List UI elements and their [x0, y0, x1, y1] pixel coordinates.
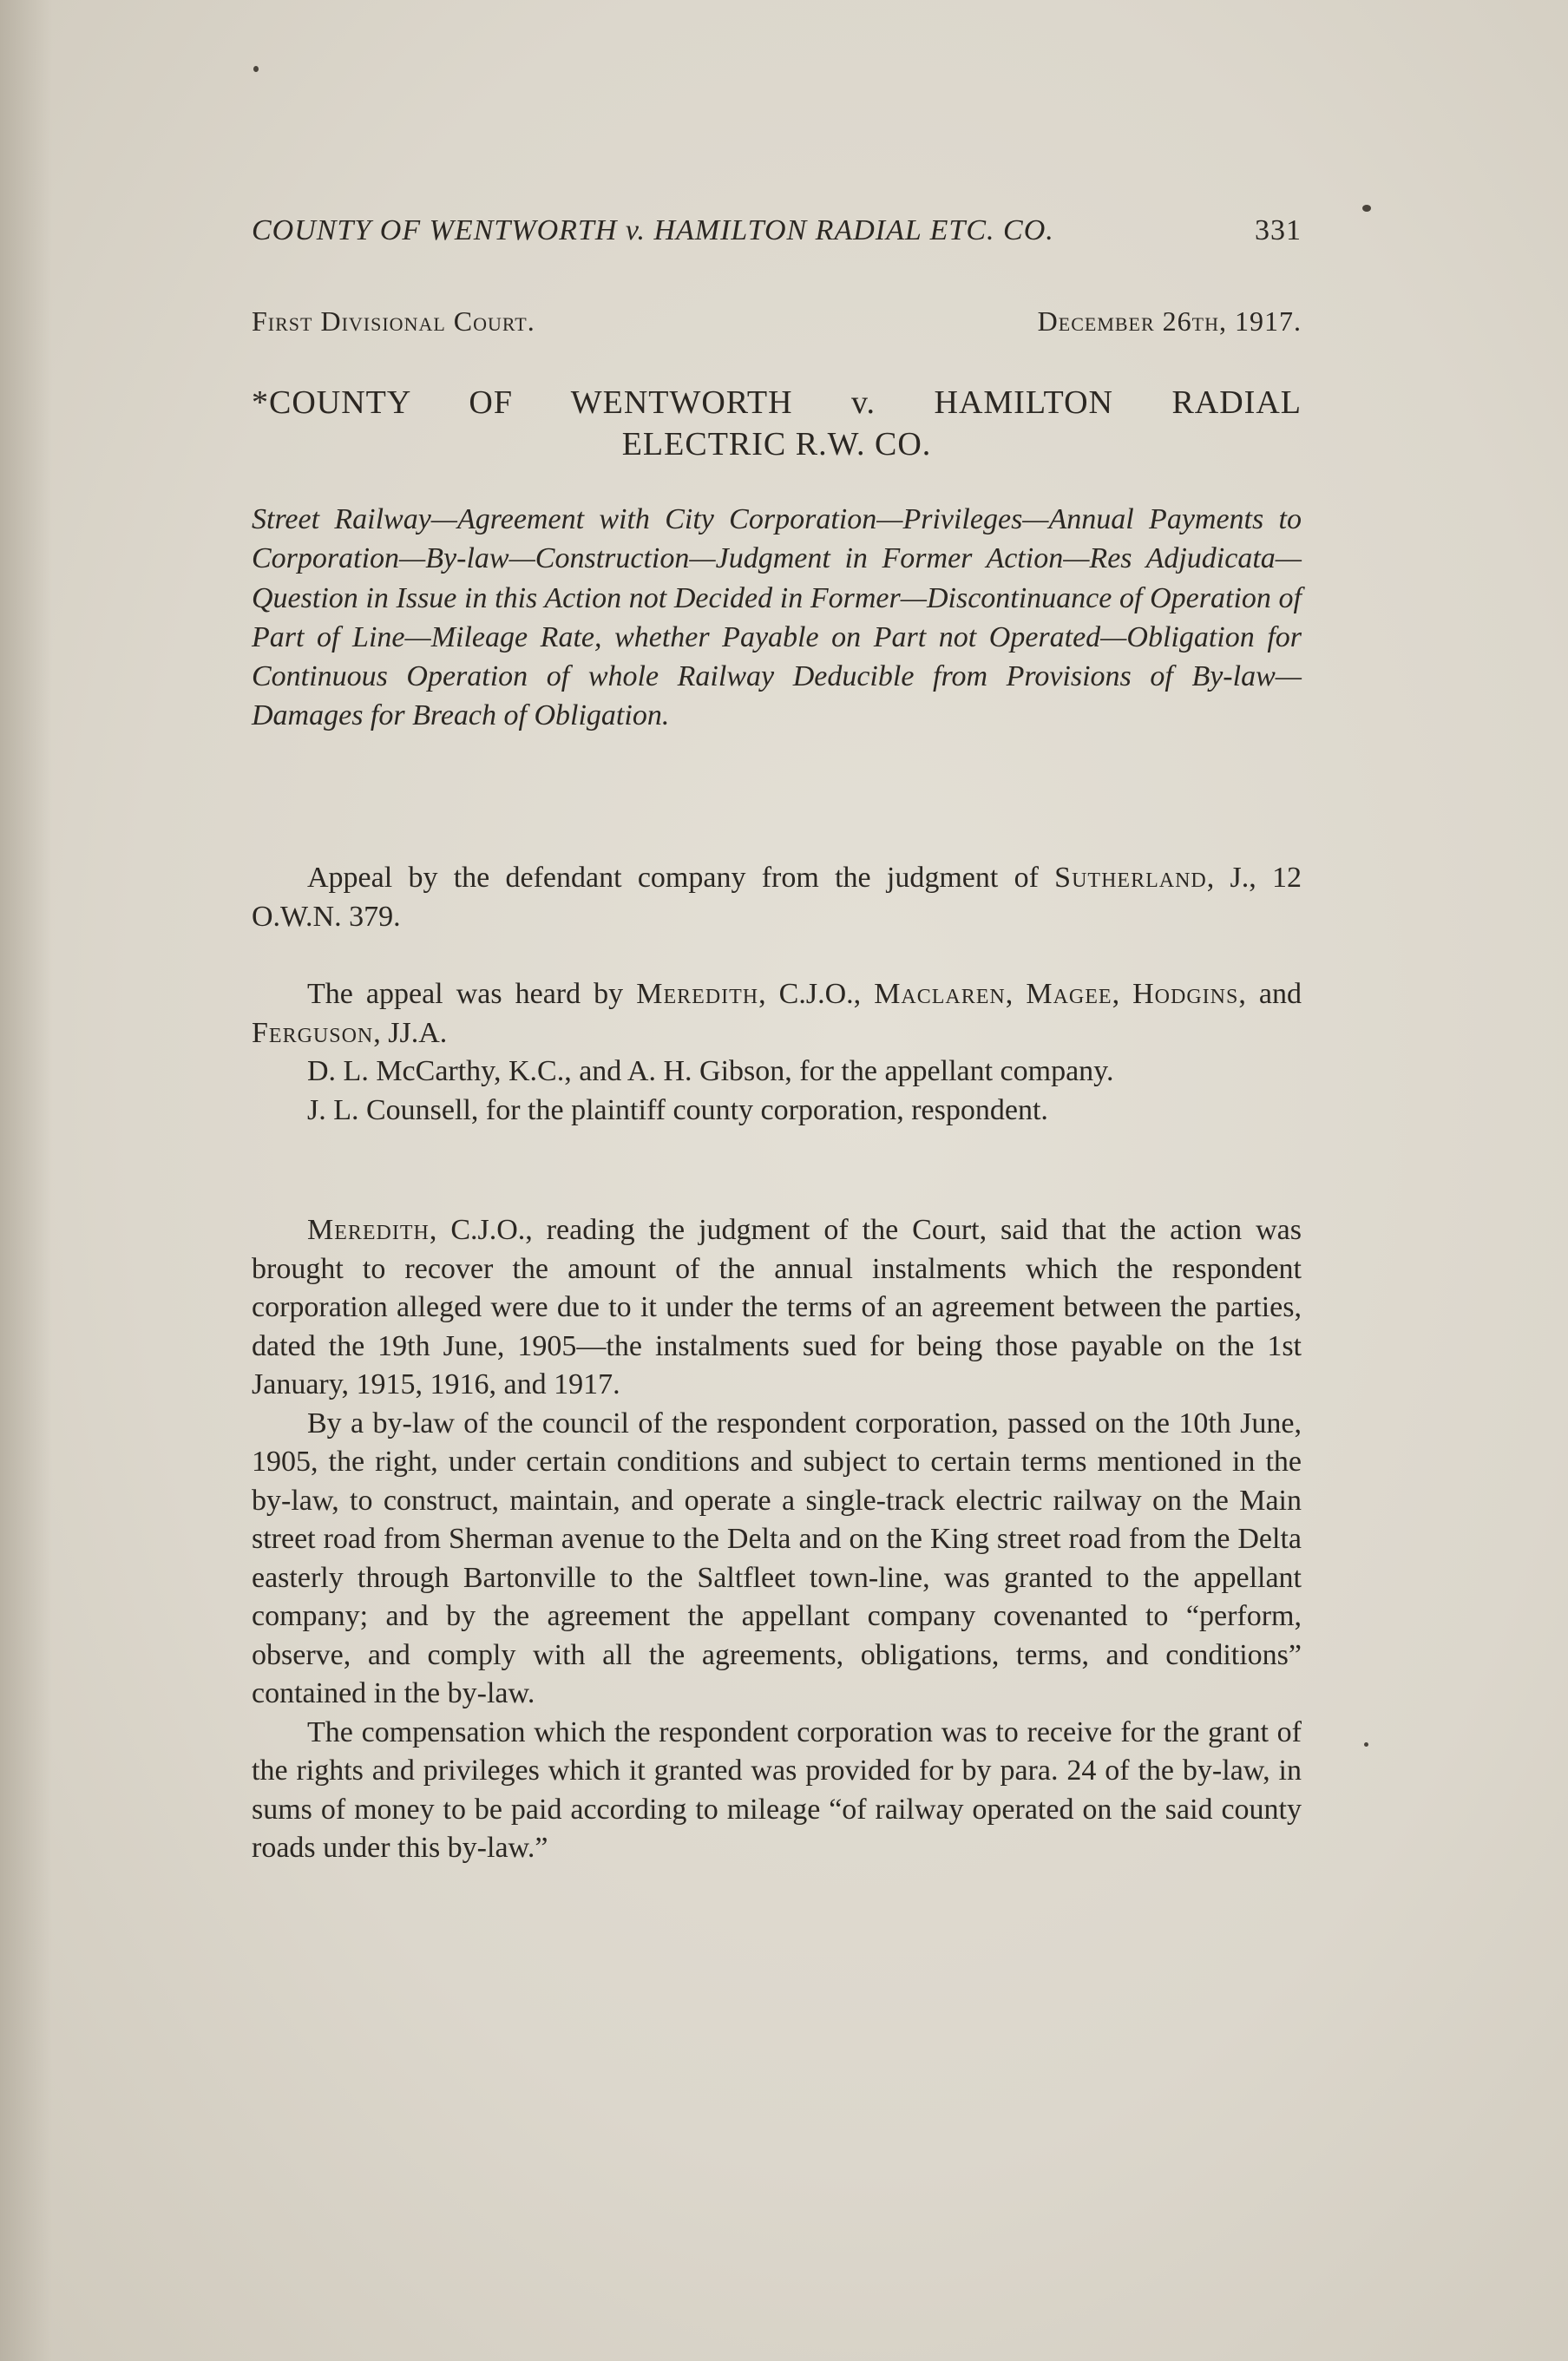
judgment-section — [252, 1211, 1302, 1868]
appellant-counsel: D. L. McCarthy, K.C., and A. H. Gibson, for the appellant company. — [307, 1055, 1114, 1087]
appeal-text-start: Appeal by the defendant company from the judgment of — [307, 862, 1055, 894]
court-name: First Divisional Court. — [252, 305, 535, 337]
running-head — [252, 214, 1302, 247]
judge-name: Meredith — [307, 1214, 430, 1246]
trial-judge: Sutherland — [1054, 862, 1207, 894]
respondent-counsel: J. L. Counsell, for the plaintiff county corporation, respondent. — [307, 1093, 1048, 1126]
headnote-text: Street Railway—Agreement with City Corporation—Privileges—Annual Payments to Corporation—By-law—Construction—Judgment in Former Action—Res Adjudicata—Question in Issue in this Action not Decided in Former—Discontinuance of Operation of Part of Line—Mileage Rate, whether Payable on Part not Operated—Obligation for Continuous Operation of whole Railway Deducible from Provisions of By-law—Damages for Breach of Obligation. — [252, 503, 1302, 732]
judge-name: Magee — [1026, 978, 1112, 1010]
page-number: 331 — [1255, 214, 1302, 246]
case-title-line-1: *COUNTY OF WENTWORTH v. HAMILTON RADIAL — [252, 384, 1302, 421]
running-head-title: COUNTY OF WENTWORTH v. HAMILTON RADIAL ETC. CO. — [252, 214, 1054, 246]
judgment-paragraph-1 — [252, 1211, 1302, 1405]
ink-speck — [1364, 1742, 1368, 1747]
judgment-text: , C.J.O., reading the judgment of the Court, said that the action was brought to recover the amount of the annual instalments which the respondent corporation alleged were due to it under the terms of an agreement between the parties, dated the 19th June, 1905—the instalments sued for being those payable on the 1st January, 1915, 1916, and 1917. — [252, 1214, 1302, 1400]
judge-name: Ferguson — [252, 1016, 374, 1049]
binding-shadow — [0, 0, 52, 2361]
ink-speck — [253, 66, 259, 72]
appeal-paragraph — [252, 859, 1302, 936]
headnote — [252, 500, 1302, 736]
bench-intro: The appeal was heard by — [307, 978, 637, 1010]
appeal-citation: , J., 12 O.W.N. 379. — [252, 862, 1302, 933]
appeal-text — [252, 859, 1302, 936]
judge-name: Maclaren — [874, 978, 1006, 1010]
case-title — [252, 382, 1302, 465]
case-title-line-2: ELECTRIC R.W. CO. — [621, 426, 932, 462]
bench-paragraph — [252, 975, 1302, 1053]
judge-name: Meredith — [636, 978, 759, 1010]
bench-sep: , — [1112, 978, 1133, 1010]
court-line — [252, 305, 1302, 338]
bench-sep: , and — [1238, 978, 1302, 1010]
decision-date: December 26th, 1917. — [1037, 305, 1302, 337]
bench-sep: , C.J.O., — [758, 978, 875, 1010]
judge-name: Hodgins — [1132, 978, 1239, 1010]
ink-speck — [1362, 205, 1371, 212]
judgment-paragraph-2: By a by-law of the council of the respondent corporation, passed on the 10th June, 1905, the right, under certain conditions and subject to certain terms mentioned in the by-law, to construct, maintain, and operate a single-track electric railway on the Main street road from Sherman avenue to the Delta and on the King street road from the Delta easterly through Bartonville to the Saltfleet town-line, was granted to the appellant company; and by the agreement the appellant company covenanted to “perform, observe, and comply with all the agreements, obligations, terms, and conditions” contained in the by-law. — [252, 1407, 1302, 1709]
hearing-section — [252, 975, 1302, 1130]
bench-end: , JJ.A. — [373, 1016, 448, 1049]
judgment-paragraph-3: The compensation which the respondent corporation was to receive for the grant of the rights and privileges which it granted was provided for by para. 24 of the by-law, in sums of money to be paid according to mileage “of railway operated on the said county roads under this by-law.” — [252, 1715, 1302, 1864]
bench-sep: , — [1005, 978, 1027, 1010]
